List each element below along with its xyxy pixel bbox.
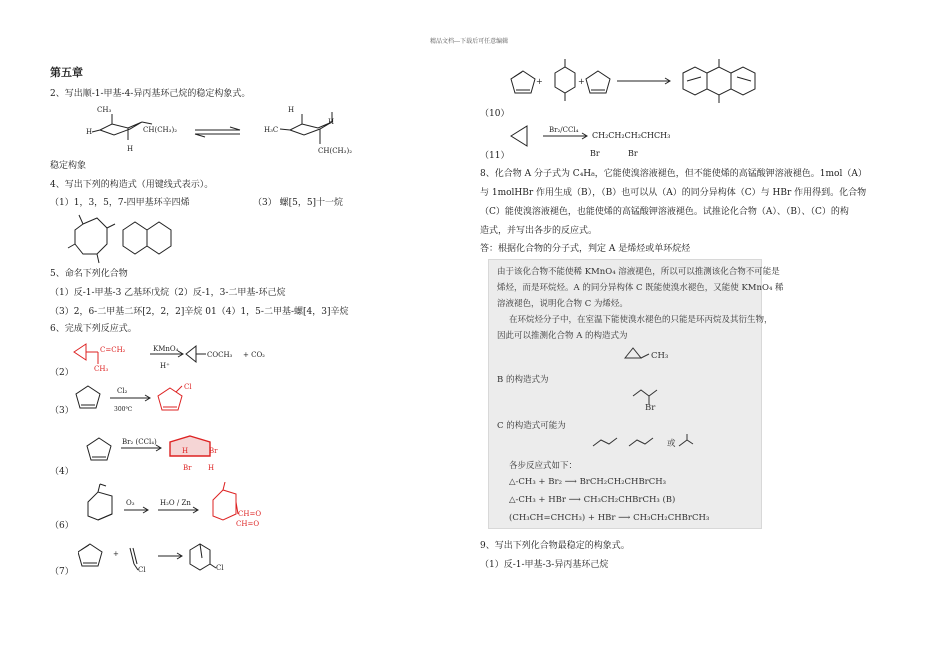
scan-line-7: C 的构造式可能为 <box>497 421 566 431</box>
reaction-10-plus-1: + <box>536 77 543 86</box>
reaction-3-figure <box>70 380 220 420</box>
reaction-7-product-cl: Cl <box>216 564 224 572</box>
reaction-3-condition: 300℃ <box>114 406 133 413</box>
scan-line-3: 溶液褪色，说明化合物 C 为烯烃。 <box>497 299 628 309</box>
q2-ch3-label: CH₃ <box>97 106 112 114</box>
reaction-4-figure <box>85 432 245 472</box>
q2-h-label-4: H <box>328 118 335 126</box>
reaction-3-label: （3） <box>50 406 74 416</box>
q2-h-label-3: H <box>288 106 295 114</box>
reaction-2-ch3: CH₃ <box>94 365 109 373</box>
reaction-2-reagent: KMnO₄ <box>153 345 179 353</box>
reaction-4-h2: H <box>208 464 215 472</box>
reaction-4-br2: Br <box>209 447 218 455</box>
reaction-3-reagent: Cl₂ <box>117 387 128 395</box>
reaction-3-cl: Cl <box>184 383 192 391</box>
question-5-1: （1）反-1-甲基-3 乙基环戊烷（2）反-1，3-二甲基-环己烷 <box>50 288 286 298</box>
chapter-title: 第五章 <box>50 66 83 79</box>
question-2: 2、写出顺-1-甲基-4-异丙基环己烷的稳定构象式。 <box>50 89 251 99</box>
question-5-2: （3）2，6-二甲基二环[2，2，2]辛烷 01（4）1，5-二甲基-螺[4，3]辛烷 <box>50 307 349 317</box>
scan-equation-1: △-CH₃ + Br₂ ⟶ BrCH₂CH₂CHBrCH₃ <box>509 477 667 487</box>
reaction-7-cl: Cl <box>138 566 146 574</box>
reaction-10-label: （10） <box>480 109 510 119</box>
scan-b-br: Br <box>645 403 656 413</box>
scan-line-8: 各步反应式如下： <box>509 461 578 471</box>
question-9-1: （1）反-1-甲基-3-异丙基环己烷 <box>480 560 609 570</box>
question-8-line-3: （C）能使溴溶液褪色，也能使烯的高锰酸钾溶液褪色。试推论化合物（A）、（B）、（C）的构 <box>480 207 849 217</box>
stable-conformation-label: 稳定构象 <box>50 161 87 171</box>
scan-line-6: B 的构造式为 <box>497 375 549 385</box>
reaction-7-figure <box>78 540 228 580</box>
scan-line-5: 因此可以推测化合物 A 的构造式为 <box>497 331 628 341</box>
reaction-11-br-2: Br <box>628 149 638 158</box>
scan-equation-2: △-CH₃ + HBr ⟶ CH₃CH₂CHBrCH₃ (B) <box>509 495 676 505</box>
question-8-line-2: 与 1molHBr 作用生成（B），（B）也可以从（A）的同分异构体（C）与 HBr 作用得到。化合物 <box>480 188 867 198</box>
scan-line-4: 在环烷烃分子中，在室温下能使溴水褪色的只能是环丙烷及其衍生物， <box>509 315 773 325</box>
reaction-6-label: （6） <box>50 521 74 531</box>
scan-equation-3: (CH₃CH=CHCH₃) + HBr ⟶ CH₃CH₂CHBrCH₃ <box>509 513 710 523</box>
scan-structure-c <box>589 432 709 452</box>
reaction-2-co2: + CO₂ <box>243 351 265 359</box>
q2-isopropyl-label-2: CH(CH₃)₂ <box>318 147 352 155</box>
q4-structures <box>65 210 195 266</box>
reaction-2-label: （2） <box>50 368 74 378</box>
reaction-6-reagent-2: H₂O / Zn <box>160 499 191 507</box>
reaction-4-reagent: Br₂ (CCl₄) <box>122 438 157 446</box>
reaction-2-vinyl: C=CH₂ <box>100 346 126 354</box>
question-5: 5、命名下列化合物 <box>50 269 128 279</box>
answer-intro: 答：根据化合物的分子式，判定 A 是烯烃或单环烷烃 <box>480 244 691 254</box>
reaction-2-product: COCH₃ <box>207 351 233 359</box>
reaction-10-figure <box>505 55 765 110</box>
question-4-3: （3） 螺[5，5]十一烷 <box>253 198 344 208</box>
reaction-11-product: CH₂CH₂CH₂CHCH₃ <box>592 131 671 140</box>
scan-or: 或 <box>667 439 676 449</box>
question-8-line-4: 造式，并写出各步的反应式。 <box>480 226 598 236</box>
question-4-1: （1）1，3，5，7-四甲基环辛四烯 <box>50 198 190 208</box>
reaction-11-reagent: Br₂/CCl₄ <box>549 126 579 134</box>
scanned-answer-image <box>488 259 784 529</box>
scan-line-1: 由于该化合物不能使稀 KMnO₄ 溶液褪色，所以可以推测该化合物不可能是 <box>497 267 780 277</box>
reaction-4-h1: H <box>182 447 189 455</box>
reaction-6-cho-1: CH=O <box>238 510 262 518</box>
reaction-11-label: （11） <box>480 151 510 161</box>
question-8-line-1: 8、化合物 A 分子式为 C₄H₈，它能使溴溶液褪色，但不能使烯的高锰酸钾溶液褪色。1mol（A） <box>480 169 867 179</box>
q2-isopropyl-label: CH(CH₃)₂ <box>143 126 177 134</box>
reaction-11-br-1: Br <box>590 149 600 158</box>
reaction-7-label: （7） <box>50 567 74 577</box>
q2-h3c-label: H₃C <box>264 126 279 134</box>
question-9: 9、写出下列化合物最稳定的构象式。 <box>480 541 630 551</box>
q2-h-label: H <box>86 128 93 136</box>
question-6: 6、完成下列反应式。 <box>50 324 137 334</box>
reaction-6-reagent-1: O₃ <box>126 499 135 507</box>
question-4: 4、写出下列的构造式（用键线式表示）。 <box>50 180 214 190</box>
reaction-2-condition: H⁺ <box>160 362 170 370</box>
page-header: 精品文档---下载后可任意编辑 <box>430 38 509 45</box>
reaction-4-br1: Br <box>183 464 192 472</box>
scan-line-2: 烯烃，而是环烷烃。A 的同分异构体 C 既能使溴水褪色，又能使 KMnO₄ 稀 <box>497 283 784 293</box>
scan-a-ch3: CH₃ <box>651 351 669 361</box>
reaction-6-cho-2: CH=O <box>236 520 260 528</box>
reaction-4-label: （4） <box>50 467 74 477</box>
q2-h-label-2: H <box>127 145 134 153</box>
reaction-7-plus: + <box>113 550 119 558</box>
reaction-10-plus-2: + <box>578 77 585 86</box>
